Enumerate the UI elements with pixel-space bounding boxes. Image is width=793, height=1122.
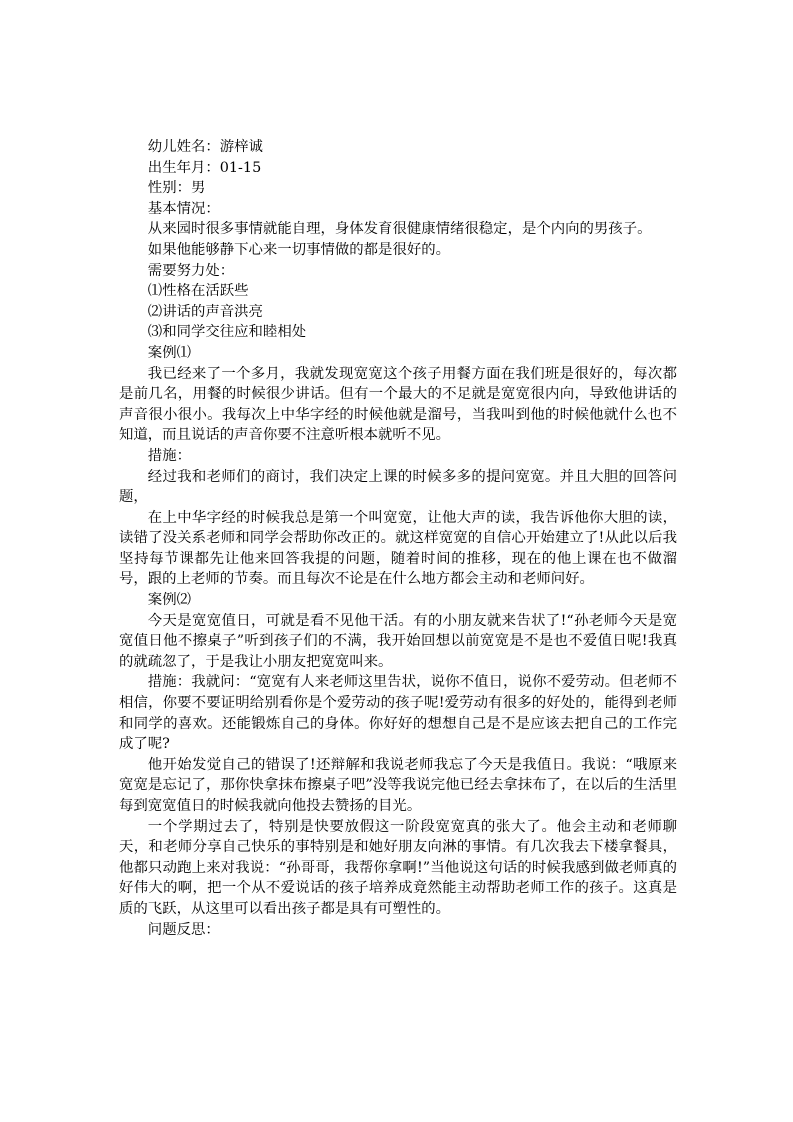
measures-paragraph-2: 在上中华字经的时候我总是第一个叫宽宽，让他大声的读，我告诉他你大胆的读，读错了没关系老师和同学会帮助你改正的。就这样宽宽的自信心开始建立了!从此以后我坚持每节课都先让他来回答我提的问题，随着时间的推移，现在的他上课在也不做溜号，跟的上老师的节奏。而且每次不论是在什么地方都会主动和老师问好。 (119, 509, 677, 588)
case-1-heading: 案例⑴ (147, 344, 191, 361)
case-1-paragraph: 我已经来了一个多月，我就发现宽宽这个孩子用餐方面在我们班是很好的，每次都是前几名，用餐的时候很少讲话。但有一个最大的不足就是宽宽很内向，导致他讲话的声音很小很小。我每次上中华字经的时候他就是溜号，当我叫到他的时候他就什么也不知道，而且说话的声音你要不注意听根本就听不见。 (119, 365, 677, 444)
basic-info-paragraph-2: 如果他能够静下心来一切事情做的都是很好的。 (147, 241, 451, 258)
gender-line: 性别：男 (147, 180, 206, 197)
basic-info-heading: 基本情况： (147, 200, 220, 217)
semester-summary-paragraph: 一个学期过去了，特别是快要放假这一阶段宽宽真的张大了。他会主动和老师聊天，和老师分享自己快乐的事特别是和她好朋友向淋的事情。有几次我去下楼拿餐具，他都只动跑上来对我说：“孙哥哥，我帮你拿啊!”当他说这句话的时候我感到做老师真的好伟大的啊，把一个从不爱说话的孩子培养成竟然能主动帮助老师工作的孩子。这真是质的飞跃，从这里可以看出孩子都是具有可塑性的。 (119, 818, 677, 917)
child-name-line: 幼儿姓名：游梓诚 (147, 139, 263, 155)
case-2-heading: 案例⑵ (147, 592, 191, 609)
improvement-item-3: ⑶和同学交往应和睦相处 (147, 324, 307, 341)
birth-date-line: 出生年月：01-15 (147, 159, 262, 176)
improvement-item-1: ⑴性格在活跃些 (147, 283, 249, 300)
measures-paragraph-1: 经过我和老师们的商讨，我们决定上课的时候多多的提问宽宽。并且大胆的回答问题， (119, 468, 677, 506)
measures-heading: 措施： (147, 447, 191, 464)
case-2-followup-paragraph: 他开始发觉自己的错误了!还辩解和我说老师我忘了今天是我值日。我说：“哦原来宽宽是忘记了，那你快拿抹布擦桌子吧”没等我说完他已经去拿抹布了，在以后的生活里每到宽宽值日的时候我就向他投去赞扬的目光。 (119, 756, 677, 814)
case-2-paragraph: 今天是宽宽值日，可就是看不见他干活。有的小朋友就来告状了!“孙老师今天是宽宽值日他不擦桌子”听到孩子们的不满，我开始回想以前宽宽是不是也不爱值日呢!我真的就疏忽了，于是我让小朋友把宽宽叫来。 (119, 612, 677, 670)
basic-info-paragraph: 从来园时很多事情就能自理，身体发育很健康情绪很稳定，是个内向的男孩子。 (147, 221, 652, 238)
improvement-item-2: ⑵讲话的声音洪亮 (147, 303, 263, 320)
document-body (119, 137, 677, 940)
improvement-heading: 需要努力处： (147, 262, 235, 279)
reflection-heading: 问题反思： (147, 921, 220, 938)
case-2-measures-paragraph: 措施：我就问：“宽宽有人来老师这里告状，说你不值日，说你不爱劳动。但老师不相信，你要不要证明给别看你是个爱劳动的孩子呢!爱劳动有很多的好处的，能得到老师和同学的喜欢。还能锻炼自己的身体。你好好的想想自己是不是应该去把自己的工作完成了呢? (119, 674, 677, 753)
